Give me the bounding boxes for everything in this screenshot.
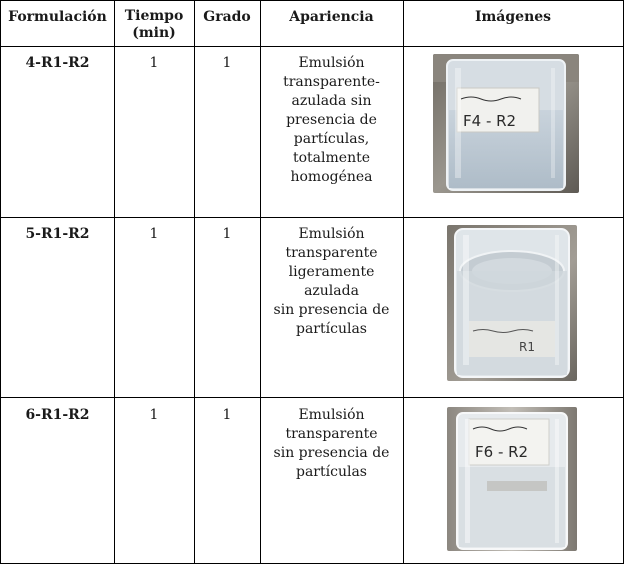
row-2-apariencia: Emulsión transparente ligeramente azulada sin presencia de partículas bbox=[273, 226, 390, 337]
beaker-label: F4 - R2 bbox=[463, 112, 517, 130]
row-2-formulacion: 5-R1-R2 bbox=[25, 226, 90, 242]
beaker-photo bbox=[447, 225, 577, 381]
row-3-formulacion: 6-R1-R2 bbox=[25, 407, 90, 423]
header-grado: Grado bbox=[203, 9, 251, 25]
row-1-apariencia: Emulsión transparente- azulada sin presencia de partículas, totalmente homogénea bbox=[283, 55, 380, 185]
row-2-tiempo: 1 bbox=[149, 226, 159, 242]
column-divider bbox=[114, 1, 115, 563]
row-1-tiempo: 1 bbox=[149, 55, 159, 71]
column-divider bbox=[194, 1, 195, 563]
beaker-label: R1 bbox=[519, 340, 535, 354]
row-divider bbox=[1, 46, 623, 47]
header-formulacion: Formulación bbox=[8, 9, 107, 25]
beaker-photo bbox=[447, 407, 577, 551]
row-divider bbox=[1, 397, 623, 398]
beaker-label: F6 - R2 bbox=[475, 443, 529, 461]
header-imagenes: Imágenes bbox=[474, 9, 552, 25]
column-divider bbox=[403, 1, 404, 563]
row-1-formulacion: 4-R1-R2 bbox=[25, 55, 90, 71]
row-3-apariencia: Emulsión transparente sin presencia de partículas bbox=[273, 407, 390, 480]
beaker-image-3 bbox=[447, 407, 577, 551]
header-tiempo: Tiempo (min) bbox=[124, 8, 184, 41]
header-apariencia: Apariencia bbox=[289, 9, 374, 25]
row-3-tiempo: 1 bbox=[149, 407, 159, 423]
beaker-image-2 bbox=[447, 225, 577, 381]
beaker-image-1 bbox=[433, 54, 579, 193]
beaker-photo bbox=[433, 54, 579, 193]
row-2-grado: 1 bbox=[222, 226, 232, 242]
row-1-grado: 1 bbox=[222, 55, 232, 71]
row-3-grado: 1 bbox=[222, 407, 232, 423]
row-divider bbox=[1, 217, 623, 218]
